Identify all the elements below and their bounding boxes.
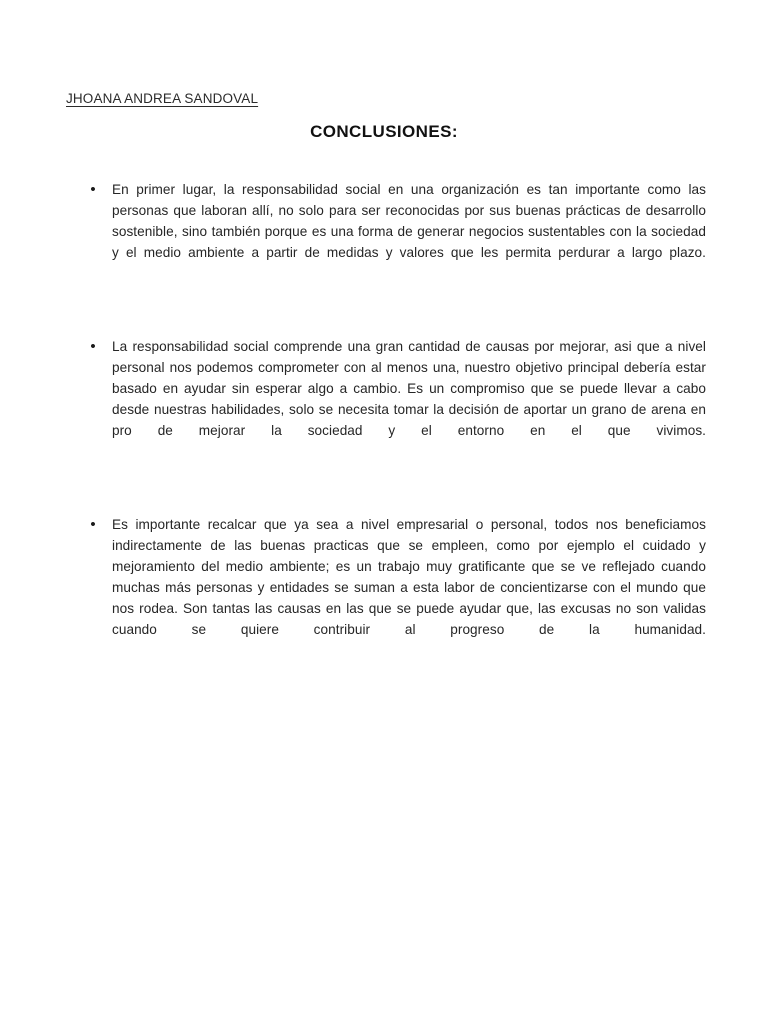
bullet-point-icon: • (90, 338, 96, 355)
conclusion-paragraph: Es importante recalcar que ya sea a nivel empresarial o personal, todos nos beneficiamos indirectamente de las buenas practicas que se empleen, como por ejemplo el cuidado y mejoramiento del medio ambiente; es un trabajo muy gratificante que se ve reflejado cuando muchas más personas y entidades se suman a esta labor de concientizarse con el mundo que nos rodea. Son tantas las causas en las que se puede ayudar que, las excusas no son validas cuando se quiere contribuir al progreso de la humanidad. (112, 517, 706, 637)
list-item (66, 514, 706, 661)
page-title: CONCLUSIONES: (310, 122, 458, 141)
author-name: JHOANA ANDREA SANDOVAL (66, 91, 259, 106)
list-item (66, 336, 706, 462)
conclusion-paragraph: La responsabilidad social comprende una gran cantidad de causas por mejorar, asi que a nivel personal nos podemos comprometer con al menos una, nuestro objetivo principal debería estar basado en ayudar sin esperar algo a cambio. Es un compromiso que se puede llevar a cabo desde nuestras habilidades, solo se necesita tomar la decisión de aportar un grano de arena en pro de mejorar la sociedad y el entorno en el que vivimos. (112, 339, 706, 438)
conclusion-paragraph: En primer lugar, la responsabilidad social en una organización es tan importante como las personas que laboran allí, no solo para ser reconocidas por sus buenas prácticas de desarrollo sostenible, sino también porque es una forma de generar negocios sustentables con la sociedad y el medio ambiente a partir de medidas y valores que les permita perdurar a largo plazo. (112, 182, 706, 260)
conclusions-list (66, 179, 706, 661)
list-item (66, 179, 706, 284)
bullet-point-icon: • (90, 181, 96, 198)
bullet-point-icon: • (90, 516, 96, 533)
